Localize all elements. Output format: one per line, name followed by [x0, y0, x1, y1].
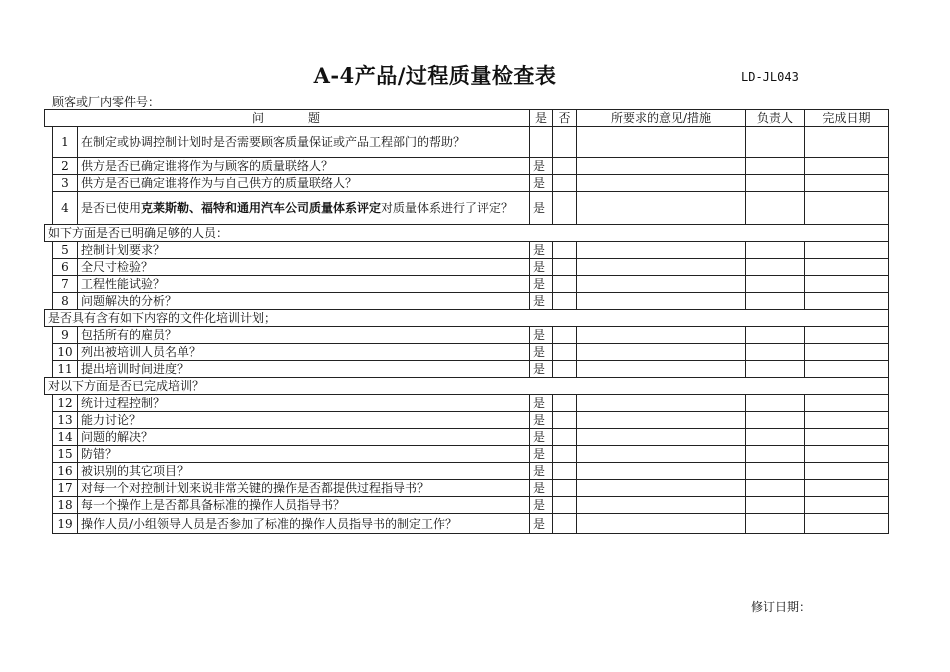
question-text: 防错？	[78, 446, 530, 463]
section-heading: 如下方面是否已明确足够的人员：	[45, 225, 889, 242]
row-margin	[45, 158, 53, 175]
row-margin	[45, 395, 53, 412]
question-text: 提出培训时间进度？	[78, 361, 530, 378]
yes-cell[interactable]: 是	[530, 293, 553, 310]
table-row	[45, 429, 889, 446]
row-number: 1	[53, 127, 78, 158]
table-row	[45, 242, 889, 259]
date-cell[interactable]	[805, 242, 889, 259]
row-number: 11	[53, 361, 78, 378]
question-text: 工程性能试验？	[78, 276, 530, 293]
owner-cell[interactable]	[746, 446, 805, 463]
date-cell[interactable]	[805, 446, 889, 463]
row-number: 13	[53, 412, 78, 429]
opinion-cell[interactable]	[577, 127, 746, 158]
owner-cell[interactable]	[746, 158, 805, 175]
table-row	[45, 158, 889, 175]
yes-cell[interactable]: 是	[530, 429, 553, 446]
no-cell[interactable]	[553, 514, 577, 534]
table-row	[45, 480, 889, 497]
opinion-cell[interactable]	[577, 158, 746, 175]
table-row	[45, 259, 889, 276]
row-margin	[45, 276, 53, 293]
question-text: 供方是否已确定谁将作为与顾客的质量联络人？	[78, 158, 530, 175]
table-row	[45, 361, 889, 378]
row-number: 8	[53, 293, 78, 310]
row-number: 7	[53, 276, 78, 293]
date-cell[interactable]	[805, 463, 889, 480]
row-number: 18	[53, 497, 78, 514]
row-margin	[45, 242, 53, 259]
yes-cell[interactable]: 是	[530, 344, 553, 361]
date-cell[interactable]	[805, 429, 889, 446]
opinion-cell[interactable]	[577, 259, 746, 276]
owner-cell[interactable]	[746, 259, 805, 276]
opinion-cell[interactable]	[577, 276, 746, 293]
column-header-no: 否	[553, 110, 577, 127]
row-margin	[45, 463, 53, 480]
opinion-cell[interactable]	[577, 175, 746, 192]
question-text	[78, 192, 530, 225]
yes-cell[interactable]: 是	[530, 497, 553, 514]
yes-cell[interactable]: 是	[530, 276, 553, 293]
owner-cell[interactable]	[746, 429, 805, 446]
date-cell[interactable]	[805, 395, 889, 412]
section-heading: 对以下方面是否已完成培训？	[45, 378, 889, 395]
owner-cell[interactable]	[746, 175, 805, 192]
table-row	[45, 192, 889, 225]
date-cell[interactable]	[805, 497, 889, 514]
no-cell[interactable]	[553, 259, 577, 276]
row-number: 14	[53, 429, 78, 446]
question-text: 全尺寸检验？	[78, 259, 530, 276]
owner-cell[interactable]	[746, 276, 805, 293]
yes-cell[interactable]: 是	[530, 361, 553, 378]
opinion-cell[interactable]	[577, 242, 746, 259]
question-text: 供方是否已确定谁将作为与自己供方的质量联络人？	[78, 175, 530, 192]
table-row	[45, 327, 889, 344]
row-number: 5	[53, 242, 78, 259]
opinion-cell[interactable]	[577, 446, 746, 463]
row-margin	[45, 446, 53, 463]
row-margin	[45, 514, 53, 534]
question-text: 在制定或协调控制计划时是否需要顾客质量保证或产品工程部门的帮助？	[78, 127, 530, 158]
opinion-cell[interactable]	[577, 514, 746, 534]
yes-cell[interactable]: 是	[530, 158, 553, 175]
part-number-label: 顾客或厂内零件号：	[52, 95, 161, 109]
yes-cell[interactable]: 是	[530, 446, 553, 463]
column-header-yes: 是	[530, 110, 553, 127]
date-cell[interactable]	[805, 514, 889, 534]
row-margin	[45, 361, 53, 378]
question-text: 问题的解决？	[78, 429, 530, 446]
no-cell[interactable]	[553, 497, 577, 514]
table-row	[45, 127, 889, 158]
part-number-row	[52, 93, 282, 110]
row-margin	[45, 127, 53, 158]
opinion-cell[interactable]	[577, 293, 746, 310]
question-text: 控制计划要求？	[78, 242, 530, 259]
table-row	[45, 276, 889, 293]
row-margin	[45, 293, 53, 310]
date-cell[interactable]	[805, 480, 889, 497]
row-margin	[45, 412, 53, 429]
column-header-date: 完成日期	[805, 110, 889, 127]
owner-cell[interactable]	[746, 463, 805, 480]
table-row	[45, 175, 889, 192]
document-code: LD-JL043	[741, 70, 799, 84]
row-number: 2	[53, 158, 78, 175]
row-number: 12	[53, 395, 78, 412]
row-margin	[45, 429, 53, 446]
opinion-cell[interactable]	[577, 497, 746, 514]
question-text: 列出被培训人员名单？	[78, 344, 530, 361]
question-text-part: 对质量体系进行了评定？	[381, 201, 514, 215]
date-cell[interactable]	[805, 175, 889, 192]
owner-cell[interactable]	[746, 192, 805, 225]
no-cell[interactable]	[553, 344, 577, 361]
opinion-cell[interactable]	[577, 192, 746, 225]
checklist-table	[44, 109, 889, 534]
yes-cell[interactable]: 是	[530, 395, 553, 412]
question-text: 能力讨论？	[78, 412, 530, 429]
no-cell[interactable]	[553, 412, 577, 429]
row-number: 16	[53, 463, 78, 480]
opinion-cell[interactable]	[577, 412, 746, 429]
owner-cell[interactable]	[746, 497, 805, 514]
owner-cell[interactable]	[746, 361, 805, 378]
yes-cell[interactable]: 是	[530, 480, 553, 497]
opinion-cell[interactable]	[577, 327, 746, 344]
no-cell[interactable]	[553, 395, 577, 412]
date-cell[interactable]	[805, 276, 889, 293]
row-number: 17	[53, 480, 78, 497]
date-cell[interactable]	[805, 293, 889, 310]
table-row	[45, 293, 889, 310]
table-row	[45, 395, 889, 412]
opinion-cell[interactable]	[577, 463, 746, 480]
table-row	[45, 412, 889, 429]
row-margin	[45, 327, 53, 344]
page-title: A-4产品/过程质量检查表	[313, 63, 557, 88]
date-cell[interactable]	[805, 361, 889, 378]
question-text-part: 是否已使用	[81, 201, 142, 215]
row-margin	[45, 259, 53, 276]
owner-cell[interactable]	[746, 395, 805, 412]
no-cell[interactable]	[553, 361, 577, 378]
yes-cell[interactable]: 是	[530, 192, 553, 225]
yes-cell[interactable]	[530, 127, 553, 158]
yes-cell[interactable]: 是	[530, 412, 553, 429]
owner-cell[interactable]	[746, 242, 805, 259]
row-number: 10	[53, 344, 78, 361]
table-row	[45, 497, 889, 514]
column-header-owner: 负责人	[746, 110, 805, 127]
question-text: 统计过程控制？	[78, 395, 530, 412]
question-text: 问题解决的分析？	[78, 293, 530, 310]
date-cell[interactable]	[805, 192, 889, 225]
row-margin	[45, 175, 53, 192]
revision-date-label: 修订日期：	[751, 600, 812, 614]
yes-cell[interactable]: 是	[530, 242, 553, 259]
question-text: 操作人员/小组领导人员是否参加了标准的操作人员指导书的制定工作？	[78, 514, 530, 534]
question-text: 包括所有的雇员？	[78, 327, 530, 344]
yes-cell[interactable]: 是	[530, 327, 553, 344]
date-cell[interactable]	[805, 127, 889, 158]
question-text: 被识别的其它项目？	[78, 463, 530, 480]
row-number: 9	[53, 327, 78, 344]
owner-cell[interactable]	[746, 327, 805, 344]
section-row	[45, 378, 889, 395]
section-heading: 是否具有含有如下内容的文件化培训计划；	[45, 310, 889, 327]
section-row	[45, 225, 889, 242]
section-row	[45, 310, 889, 327]
opinion-cell[interactable]	[577, 480, 746, 497]
opinion-cell[interactable]	[577, 429, 746, 446]
date-cell[interactable]	[805, 158, 889, 175]
no-cell[interactable]	[553, 192, 577, 225]
owner-cell[interactable]	[746, 412, 805, 429]
opinion-cell[interactable]	[577, 344, 746, 361]
no-cell[interactable]	[553, 276, 577, 293]
owner-cell[interactable]	[746, 127, 805, 158]
no-cell[interactable]	[553, 429, 577, 446]
owner-cell[interactable]	[746, 344, 805, 361]
header-row	[45, 110, 889, 127]
row-number: 15	[53, 446, 78, 463]
row-number: 3	[53, 175, 78, 192]
no-cell[interactable]	[553, 127, 577, 158]
no-cell[interactable]	[553, 158, 577, 175]
column-header-opinion: 所要求的意见/措施	[577, 110, 746, 127]
owner-cell[interactable]	[746, 514, 805, 534]
table-row	[45, 463, 889, 480]
row-number: 4	[53, 192, 78, 225]
no-cell[interactable]	[553, 175, 577, 192]
yes-cell[interactable]: 是	[530, 259, 553, 276]
yes-cell[interactable]: 是	[530, 175, 553, 192]
row-margin	[45, 497, 53, 514]
date-cell[interactable]	[805, 327, 889, 344]
question-text-emphasis: 克莱斯勒、福特和通用汽车公司质量体系评定	[141, 201, 382, 215]
yes-cell[interactable]: 是	[530, 514, 553, 534]
row-number: 6	[53, 259, 78, 276]
owner-cell[interactable]	[746, 480, 805, 497]
no-cell[interactable]	[553, 327, 577, 344]
date-cell[interactable]	[805, 344, 889, 361]
table-row	[45, 344, 889, 361]
owner-cell[interactable]	[746, 293, 805, 310]
table-row	[45, 514, 889, 534]
date-cell[interactable]	[805, 259, 889, 276]
opinion-cell[interactable]	[577, 395, 746, 412]
no-cell[interactable]	[553, 242, 577, 259]
opinion-cell[interactable]	[577, 361, 746, 378]
no-cell[interactable]	[553, 293, 577, 310]
no-cell[interactable]	[553, 446, 577, 463]
question-text: 每一个操作上是否都具备标准的操作人员指导书？	[78, 497, 530, 514]
row-margin	[45, 192, 53, 225]
question-text: 对每一个对控制计划来说非常关键的操作是否都提供过程指导书？	[78, 480, 530, 497]
no-cell[interactable]	[553, 480, 577, 497]
row-number: 19	[53, 514, 78, 534]
yes-cell[interactable]: 是	[530, 463, 553, 480]
table-row	[45, 446, 889, 463]
row-margin	[45, 480, 53, 497]
row-margin	[45, 344, 53, 361]
date-cell[interactable]	[805, 412, 889, 429]
column-header-question: 问 题	[45, 110, 530, 127]
no-cell[interactable]	[553, 463, 577, 480]
